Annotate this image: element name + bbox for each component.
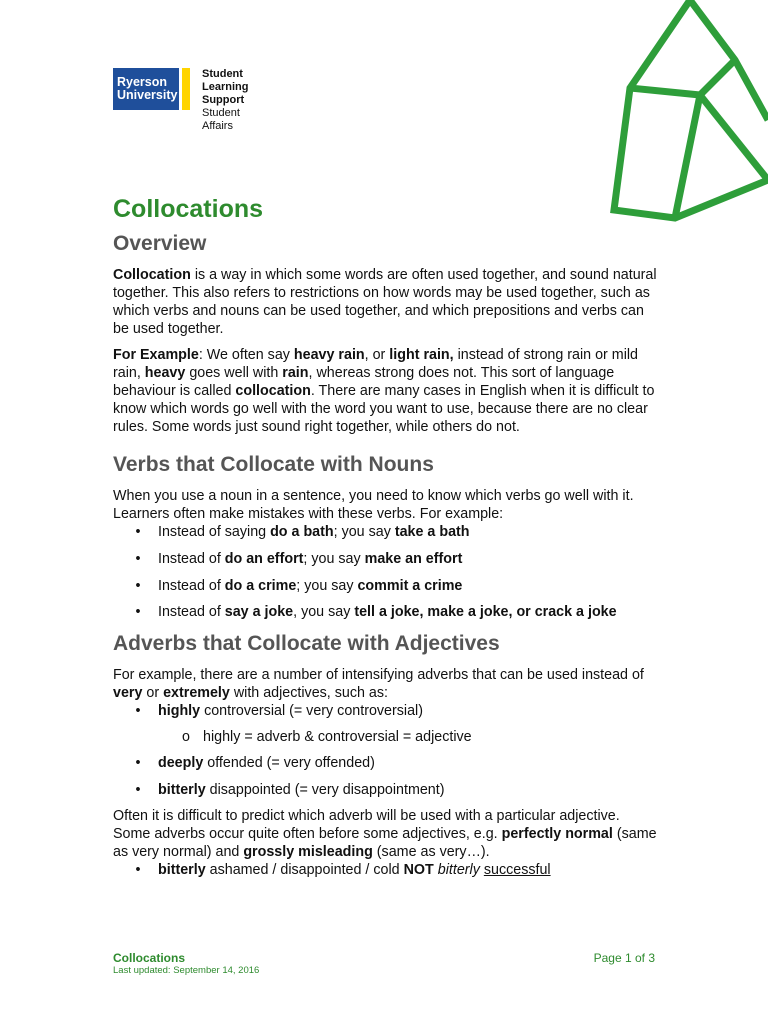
bold-term: bitterly — [158, 862, 206, 879]
sub-bullet-icon: o — [182, 729, 190, 746]
text: offended (= very offended) — [203, 755, 375, 772]
department-name — [202, 68, 248, 133]
bold-term: light rain, — [389, 347, 454, 363]
footer — [113, 951, 259, 977]
text: . There are many cases in English when it is difficult to know which words go well with the word you want to use, because there are no clear rules. Some words just sound right together, while others do not. — [113, 383, 655, 435]
text: ; you say — [296, 577, 358, 594]
bullet-icon: • — [135, 604, 141, 621]
bold-term: NOT — [403, 862, 434, 879]
bold-term: very — [113, 685, 143, 702]
bold-term: heavy rain — [293, 347, 365, 363]
text: Instead of — [158, 604, 225, 621]
page-title: Collocations — [113, 195, 264, 223]
text: is a way in which some words are often used together, and sound natural together. This also refers to restrictions on how words may be used together, such as which verbs and nouns can be used together, and which prepositions and verbs can be used together. — [113, 267, 657, 337]
ryerson-wordmark — [113, 68, 179, 110]
bold-term: rain — [282, 365, 309, 381]
text: , you say — [293, 604, 355, 621]
text: Often it is difficult to predict which adverb will be used with a particular adjective. Some adverbs occur quite often before some adjectives, e.g. — [113, 808, 620, 843]
text: (same as very normal) and — [113, 826, 657, 861]
bold-term: make an effort — [364, 550, 463, 567]
bold-term: tell a joke, make a joke, or crack a joke — [354, 604, 617, 621]
bullet-icon: • — [135, 781, 141, 798]
bold-term: do a crime — [224, 577, 297, 594]
bullet-icon: • — [135, 550, 141, 567]
text: or — [142, 685, 164, 702]
bold-term: Collocation — [113, 267, 191, 283]
university-line1: Ryerson — [117, 75, 168, 89]
university-line2: University — [117, 88, 178, 102]
text: ; you say — [333, 524, 395, 540]
list-item — [113, 754, 658, 772]
bold-term: For Example — [113, 347, 199, 363]
text: (same as very…). — [372, 844, 490, 861]
verbs-intro: When you use a noun in a sentence, you need to know which verbs go well with it. Learners often make mistakes with these verbs. For example: — [113, 488, 634, 522]
dept-line3: Student Affairs — [202, 107, 240, 132]
text: highly = adverb & controversial = adjective — [203, 729, 472, 746]
text: , whereas strong does not. This sort of language behaviour is called — [113, 365, 615, 399]
page-number: Page 1 of 3 — [593, 951, 655, 965]
bold-term: grossly misleading — [243, 844, 373, 861]
underlined-term: successful — [483, 862, 551, 879]
text: controversial (= very controversial) — [200, 703, 423, 720]
bold-term: perfectly normal — [501, 826, 613, 843]
text: : We often say — [198, 347, 294, 363]
dept-line2: Learning Support — [202, 81, 249, 106]
overview-paragraph-1 — [113, 266, 658, 338]
text: Instead of — [158, 577, 225, 594]
footer-last-updated: Last updated: September 14, 2016 — [113, 965, 260, 976]
verbs-list — [113, 523, 658, 621]
bold-term: commit a crime — [357, 577, 463, 594]
list-item — [113, 550, 658, 568]
text: with adjectives, such as: — [229, 685, 388, 702]
text: Instead of — [158, 550, 225, 567]
adverbs-paragraph — [113, 807, 658, 861]
adverbs-example-list — [113, 861, 658, 879]
list-item — [113, 702, 658, 746]
verbs-heading: Verbs that Collocate with Nouns — [113, 453, 434, 476]
text: instead of strong rain or mild rain, — [113, 347, 638, 381]
list-item — [113, 861, 658, 879]
bold-term: highly — [158, 703, 201, 720]
overview-heading: Overview — [113, 232, 207, 255]
overview-paragraph-2 — [113, 346, 658, 436]
text: Instead of saying — [158, 524, 271, 540]
list-item — [113, 523, 658, 541]
sub-list-item — [113, 728, 658, 746]
text: disappointed (= very disappointment) — [205, 781, 445, 798]
list-item — [113, 781, 658, 799]
bold-term: take a bath — [394, 524, 470, 540]
bullet-icon: • — [135, 862, 141, 879]
logo-yellow-bar — [182, 68, 190, 110]
bullet-icon: • — [135, 755, 141, 772]
bold-term: collocation — [235, 383, 311, 399]
bold-term: do an effort — [224, 550, 304, 567]
text: , or — [364, 347, 390, 363]
bold-term: say a joke — [224, 604, 294, 621]
italic-term: bitterly — [437, 862, 480, 879]
bullet-icon: • — [135, 524, 141, 540]
text: ; you say — [303, 550, 365, 567]
text: goes well with — [185, 365, 283, 381]
main-content — [113, 192, 658, 879]
list-item — [113, 603, 658, 621]
bold-term: extremely — [163, 685, 230, 702]
bold-term: heavy — [144, 365, 186, 381]
bullet-icon: • — [135, 703, 141, 720]
footer-title: Collocations — [113, 951, 186, 965]
bold-term: deeply — [158, 755, 204, 772]
bullet-icon: • — [135, 577, 141, 594]
bold-term: bitterly — [158, 781, 206, 798]
list-item — [113, 577, 658, 595]
text: ashamed / disappointed / cold — [205, 862, 404, 879]
adverbs-list — [113, 702, 658, 799]
adverbs-intro — [113, 666, 658, 702]
dept-line1: Student — [202, 68, 243, 80]
text: For example, there are a number of intensifying adverbs that can be used instead of — [113, 667, 644, 684]
bold-term: do a bath — [270, 524, 334, 540]
adverbs-heading: Adverbs that Collocate with Adjectives — [113, 632, 500, 656]
